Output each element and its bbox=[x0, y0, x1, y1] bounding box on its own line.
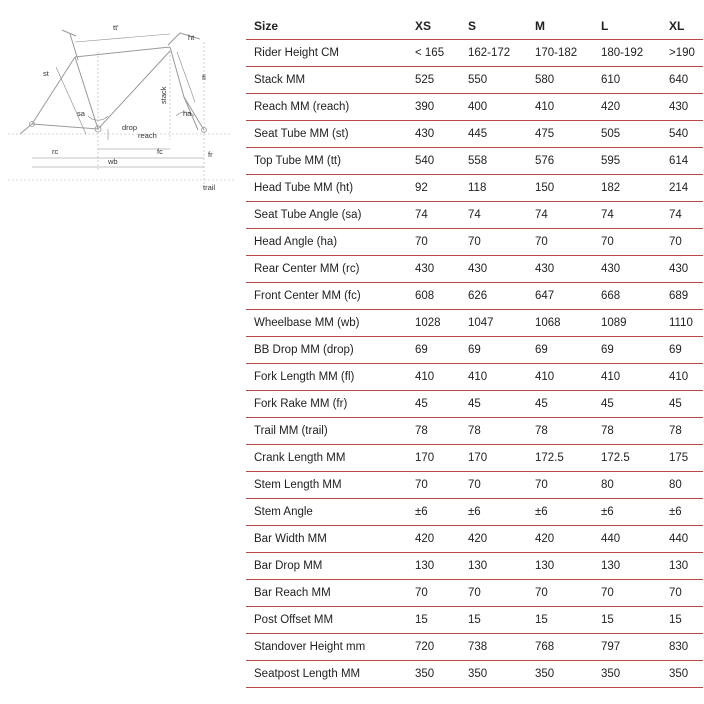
measurement-label: Stem Angle bbox=[246, 499, 407, 526]
value-l: 350 bbox=[593, 661, 661, 688]
value-xl: 430 bbox=[661, 94, 703, 121]
frame-tubes bbox=[32, 47, 204, 130]
label-tt: tt' bbox=[113, 23, 119, 32]
value-l: 70 bbox=[593, 580, 661, 607]
table-row bbox=[246, 580, 703, 607]
seatpost bbox=[62, 30, 78, 60]
value-l: 182 bbox=[593, 175, 661, 202]
table-row bbox=[246, 661, 703, 688]
value-xs: 170 bbox=[407, 445, 460, 472]
label-fc: fc bbox=[157, 147, 163, 156]
geometry-table-header bbox=[246, 13, 703, 40]
value-xs: 45 bbox=[407, 391, 460, 418]
value-xs: 78 bbox=[407, 418, 460, 445]
value-xs: 540 bbox=[407, 148, 460, 175]
table-row bbox=[246, 364, 703, 391]
value-m: 475 bbox=[527, 121, 593, 148]
value-m: 420 bbox=[527, 526, 593, 553]
value-s: 558 bbox=[460, 148, 527, 175]
value-l: 70 bbox=[593, 229, 661, 256]
value-xs: ±6 bbox=[407, 499, 460, 526]
value-l: 80 bbox=[593, 472, 661, 499]
header-m: M bbox=[535, 19, 545, 33]
measurement-label: Fork Length MM (fl) bbox=[246, 364, 407, 391]
label-sa: sa bbox=[77, 109, 85, 118]
value-l: 505 bbox=[593, 121, 661, 148]
table-row bbox=[246, 526, 703, 553]
value-m: 647 bbox=[527, 283, 593, 310]
value-s: 70 bbox=[460, 229, 527, 256]
measurement-label: Rear Center MM (rc) bbox=[246, 256, 407, 283]
value-l: 78 bbox=[593, 418, 661, 445]
stem-bar bbox=[168, 33, 200, 45]
value-l: 797 bbox=[593, 634, 661, 661]
table-row bbox=[246, 499, 703, 526]
value-xl: 130 bbox=[661, 553, 703, 580]
value-xs: 410 bbox=[407, 364, 460, 391]
measurement-label: Top Tube MM (tt) bbox=[246, 148, 407, 175]
measurement-label: Head Angle (ha) bbox=[246, 229, 407, 256]
value-l: 610 bbox=[593, 67, 661, 94]
geometry-table-body bbox=[246, 40, 703, 688]
measurement-label: Seatpost Length MM bbox=[246, 661, 407, 688]
value-xs: 70 bbox=[407, 580, 460, 607]
value-s: 170 bbox=[460, 445, 527, 472]
value-xl: ±6 bbox=[661, 499, 703, 526]
value-s: 350 bbox=[460, 661, 527, 688]
value-m: 580 bbox=[527, 67, 593, 94]
value-xs: 74 bbox=[407, 202, 460, 229]
label-fr: fr bbox=[208, 150, 213, 159]
value-xl: 45 bbox=[661, 391, 703, 418]
table-row bbox=[246, 445, 703, 472]
table-row bbox=[246, 553, 703, 580]
value-s: 118 bbox=[460, 175, 527, 202]
label-reach: reach bbox=[138, 131, 157, 140]
value-xs: 525 bbox=[407, 67, 460, 94]
measurement-label: Reach MM (reach) bbox=[246, 94, 407, 121]
value-s: 70 bbox=[460, 472, 527, 499]
table-row bbox=[246, 607, 703, 634]
value-xs: < 165 bbox=[407, 40, 460, 67]
value-s: 410 bbox=[460, 364, 527, 391]
measurement-label: Head Tube MM (ht) bbox=[246, 175, 407, 202]
table-row bbox=[246, 256, 703, 283]
label-fl: fl bbox=[202, 73, 206, 82]
value-l: 69 bbox=[593, 337, 661, 364]
measurement-label: Rider Height CM bbox=[246, 40, 407, 67]
measurement-label: Bar Width MM bbox=[246, 526, 407, 553]
value-l: 74 bbox=[593, 202, 661, 229]
value-xl: 540 bbox=[661, 121, 703, 148]
value-m: 69 bbox=[527, 337, 593, 364]
header-row bbox=[246, 13, 703, 40]
value-m: 170-182 bbox=[527, 40, 593, 67]
value-m: 172.5 bbox=[527, 445, 593, 472]
value-l: 440 bbox=[593, 526, 661, 553]
header-xs: XS bbox=[415, 19, 432, 33]
table-row bbox=[246, 202, 703, 229]
table-row bbox=[246, 310, 703, 337]
value-m: 150 bbox=[527, 175, 593, 202]
value-m: 1068 bbox=[527, 310, 593, 337]
value-xs: 92 bbox=[407, 175, 460, 202]
measurement-label: BB Drop MM (drop) bbox=[246, 337, 407, 364]
measurement-label: Bar Reach MM bbox=[246, 580, 407, 607]
value-l: 45 bbox=[593, 391, 661, 418]
value-s: 74 bbox=[460, 202, 527, 229]
value-xl: 430 bbox=[661, 256, 703, 283]
value-s: 626 bbox=[460, 283, 527, 310]
table-row bbox=[246, 148, 703, 175]
value-xs: 69 bbox=[407, 337, 460, 364]
label-trail: trail bbox=[203, 183, 216, 192]
measurement-label: Standover Height mm bbox=[246, 634, 407, 661]
value-l: 172.5 bbox=[593, 445, 661, 472]
label-ht: ht bbox=[188, 33, 195, 42]
value-xl: 214 bbox=[661, 175, 703, 202]
value-s: 420 bbox=[460, 526, 527, 553]
measurement-label: Stack MM bbox=[246, 67, 407, 94]
value-xl: 70 bbox=[661, 229, 703, 256]
value-l: ±6 bbox=[593, 499, 661, 526]
value-xl: 830 bbox=[661, 634, 703, 661]
value-s: 1047 bbox=[460, 310, 527, 337]
measurement-label: Stem Length MM bbox=[246, 472, 407, 499]
table-row bbox=[246, 418, 703, 445]
value-m: 70 bbox=[527, 580, 593, 607]
value-s: 45 bbox=[460, 391, 527, 418]
value-m: 15 bbox=[527, 607, 593, 634]
label-ha: ha bbox=[183, 109, 192, 118]
value-xs: 430 bbox=[407, 256, 460, 283]
frame-geometry-diagram bbox=[0, 12, 240, 202]
value-xs: 70 bbox=[407, 229, 460, 256]
value-m: 768 bbox=[527, 634, 593, 661]
measurement-label: Bar Drop MM bbox=[246, 553, 407, 580]
value-xl: 614 bbox=[661, 148, 703, 175]
fl-dimension bbox=[177, 52, 195, 102]
value-xs: 420 bbox=[407, 526, 460, 553]
value-xl: 74 bbox=[661, 202, 703, 229]
value-xs: 608 bbox=[407, 283, 460, 310]
header-s: S bbox=[468, 19, 477, 33]
value-l: 668 bbox=[593, 283, 661, 310]
label-drop: drop bbox=[122, 123, 138, 132]
value-xs: 1028 bbox=[407, 310, 460, 337]
geometry-table bbox=[246, 13, 703, 688]
value-l: 430 bbox=[593, 256, 661, 283]
measurement-label: Seat Tube Angle (sa) bbox=[246, 202, 407, 229]
value-xs: 430 bbox=[407, 121, 460, 148]
header-size: Size bbox=[254, 19, 279, 33]
value-s: 430 bbox=[460, 256, 527, 283]
header-l: L bbox=[601, 19, 609, 33]
table-row bbox=[246, 391, 703, 418]
measurement-label: Fork Rake MM (fr) bbox=[246, 391, 407, 418]
table-row bbox=[246, 283, 703, 310]
value-l: 410 bbox=[593, 364, 661, 391]
value-xl: 410 bbox=[661, 364, 703, 391]
value-xl: 69 bbox=[661, 337, 703, 364]
value-xs: 350 bbox=[407, 661, 460, 688]
value-m: 70 bbox=[527, 229, 593, 256]
table-row bbox=[246, 67, 703, 94]
table-row bbox=[246, 121, 703, 148]
value-m: 350 bbox=[527, 661, 593, 688]
value-xl: 175 bbox=[661, 445, 703, 472]
measurement-label: Front Center MM (fc) bbox=[246, 283, 407, 310]
table-row bbox=[246, 337, 703, 364]
value-xl: 70 bbox=[661, 580, 703, 607]
value-xl: 80 bbox=[661, 472, 703, 499]
measurement-label: Post Offset MM bbox=[246, 607, 407, 634]
value-s: 130 bbox=[460, 553, 527, 580]
value-m: ±6 bbox=[527, 499, 593, 526]
value-s: 78 bbox=[460, 418, 527, 445]
measurement-label: Crank Length MM bbox=[246, 445, 407, 472]
bike-frame-illustration bbox=[0, 12, 240, 202]
value-xs: 70 bbox=[407, 472, 460, 499]
value-l: 420 bbox=[593, 94, 661, 121]
value-s: 400 bbox=[460, 94, 527, 121]
value-l: 595 bbox=[593, 148, 661, 175]
value-m: 410 bbox=[527, 364, 593, 391]
value-xs: 15 bbox=[407, 607, 460, 634]
value-m: 70 bbox=[527, 472, 593, 499]
value-m: 45 bbox=[527, 391, 593, 418]
value-xs: 390 bbox=[407, 94, 460, 121]
value-s: 15 bbox=[460, 607, 527, 634]
header-xl: XL bbox=[669, 19, 685, 33]
table-row bbox=[246, 229, 703, 256]
value-s: 550 bbox=[460, 67, 527, 94]
value-xl: 1110 bbox=[661, 310, 703, 337]
value-xl: 640 bbox=[661, 67, 703, 94]
value-l: 130 bbox=[593, 553, 661, 580]
value-l: 15 bbox=[593, 607, 661, 634]
value-s: 69 bbox=[460, 337, 527, 364]
table-row bbox=[246, 634, 703, 661]
label-stack: stack bbox=[159, 86, 168, 104]
measurement-label: Seat Tube MM (st) bbox=[246, 121, 407, 148]
value-s: 162-172 bbox=[460, 40, 527, 67]
measurement-label: Wheelbase MM (wb) bbox=[246, 310, 407, 337]
value-xs: 720 bbox=[407, 634, 460, 661]
label-st: st bbox=[43, 69, 49, 78]
value-xl: 350 bbox=[661, 661, 703, 688]
value-m: 78 bbox=[527, 418, 593, 445]
label-rc: rc bbox=[52, 147, 59, 156]
value-xl: 689 bbox=[661, 283, 703, 310]
value-xl: 15 bbox=[661, 607, 703, 634]
tt-dimension bbox=[75, 34, 170, 42]
value-s: 738 bbox=[460, 634, 527, 661]
label-wb: wb bbox=[108, 157, 118, 166]
table-row bbox=[246, 40, 703, 67]
value-m: 74 bbox=[527, 202, 593, 229]
value-m: 430 bbox=[527, 256, 593, 283]
table-row bbox=[246, 94, 703, 121]
value-xl: 440 bbox=[661, 526, 703, 553]
table-row bbox=[246, 175, 703, 202]
value-xl: 78 bbox=[661, 418, 703, 445]
table-row bbox=[246, 472, 703, 499]
value-m: 130 bbox=[527, 553, 593, 580]
value-s: 70 bbox=[460, 580, 527, 607]
value-s: 445 bbox=[460, 121, 527, 148]
value-l: 180-192 bbox=[593, 40, 661, 67]
measurement-label: Trail MM (trail) bbox=[246, 418, 407, 445]
value-m: 410 bbox=[527, 94, 593, 121]
value-l: 1089 bbox=[593, 310, 661, 337]
value-s: ±6 bbox=[460, 499, 527, 526]
value-xl: >190 bbox=[661, 40, 703, 67]
value-xs: 130 bbox=[407, 553, 460, 580]
value-m: 576 bbox=[527, 148, 593, 175]
